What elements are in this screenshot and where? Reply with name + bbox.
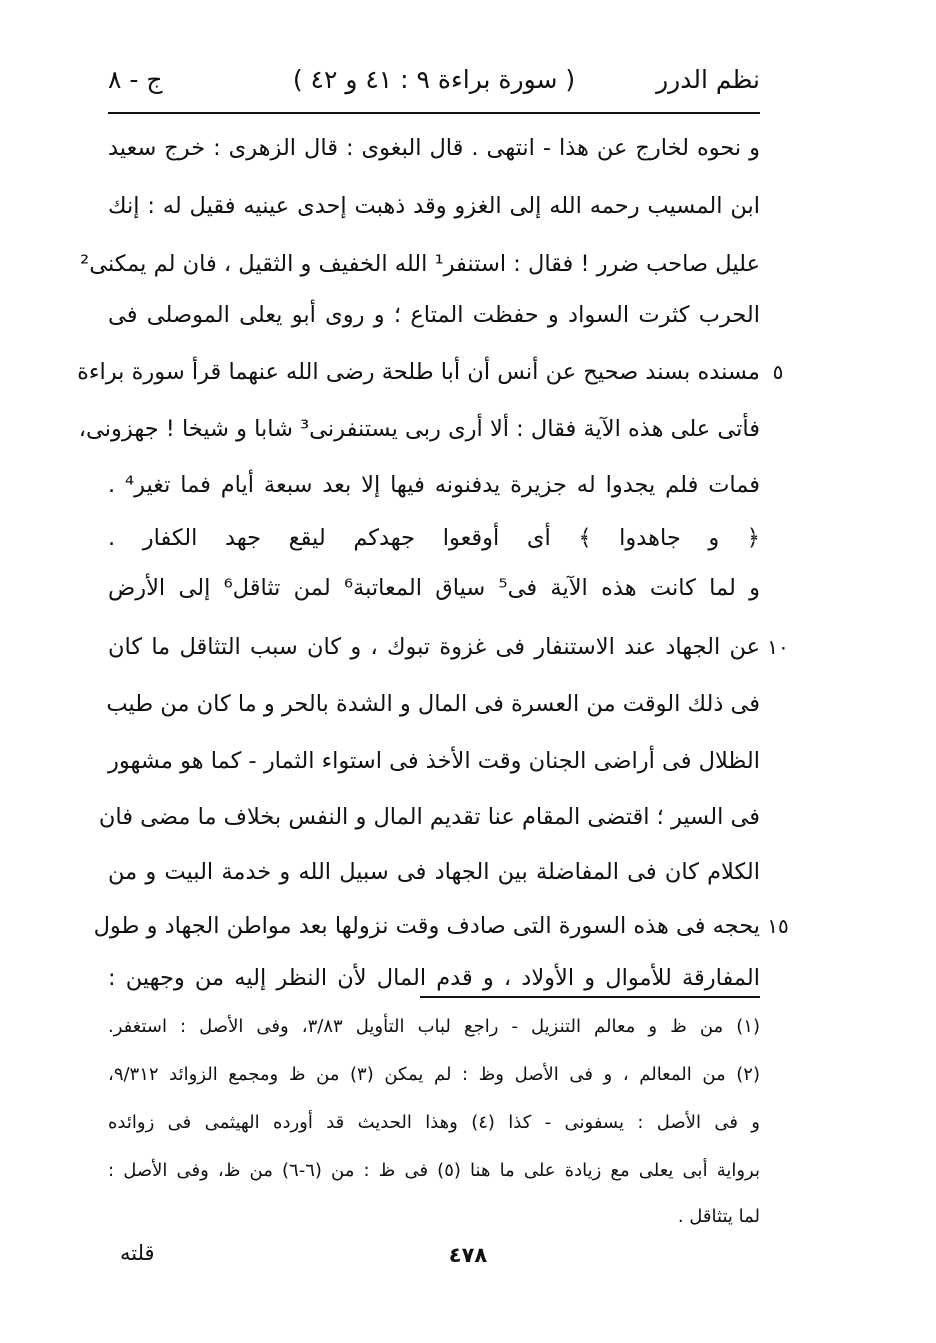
text-line: الحرب كثرت السواد و حفظت المتاع ؛ و روى أبو يعلى الموصلى فى: [108, 302, 760, 328]
text-line: فى ذلك الوقت من العسرة فى المال و الشدة بالحر و ما كان من طيب: [106, 691, 760, 717]
text-line: ابن المسيب رحمه الله إلى الغزو وقد ذهبت إحدى عينيه فقيل له : إنك: [108, 193, 760, 219]
line-number: ٥: [772, 360, 784, 384]
text-line: فى السير ؛ اقتضى المقام عنا تقديم المال و النفس بخلاف ما مضى فان: [98, 804, 760, 830]
text-line: عن الجهاد عند الاستنفار فى غزوة تبوك ، و كان سبب التثاقل ما كان: [108, 634, 760, 660]
text-line: عليل صاحب ضرر ! فقال : استنفر¹ الله الخفيف و الثقيل ، فان لم يمكنى²: [80, 251, 760, 277]
footnote-line: برواية أبى يعلى مع زيادة على ما هنا (٥) فى ظ : من (٦-٦) من ظ، وفى الأصل :: [108, 1160, 760, 1181]
text-line: فمات فلم يجدوا له جزيرة يدفنونه فيها إلا بعد سبعة أيام فما تغير⁴ .: [108, 472, 761, 498]
footnote-line: (١) من ظ و معالم التنزيل - راجع لباب التأويل ٣/٨٣، وفى الأصل : استغفر.: [108, 1016, 760, 1037]
footnote-rule: [420, 996, 760, 998]
footnote-line: (٢) من المعالم ، و فى الأصل وظ : لم يمكن (٣) من ظ ومجمع الزوائد ٩/٣١٢،: [108, 1064, 760, 1085]
text-line: و نحوه لخارج عن هذا - انتهى . قال البغوى : قال الزهرى : خرج سعيد: [108, 135, 760, 161]
line-number: ١٥: [767, 914, 789, 938]
footnote-line: لما يتثاقل .: [677, 1206, 760, 1227]
text-line: مسنده بسند صحيح عن أنس أن أبا طلحة رضى الله عنهما قرأ سورة براءة: [77, 359, 760, 385]
page-number: ٤٧٨: [448, 1243, 488, 1267]
text-line: الكلام كان فى المفاضلة بين الجهاد فى سبيل الله و خدمة البيت و من: [108, 859, 760, 885]
text-line: المفارقة للأموال و الأولاد ، و قدم المال لأن النظر إليه من وجهين :: [108, 965, 760, 991]
text-line: ﴿ و جاهدوا ﴾ أى أوقعوا جهدكم ليقع جهد الكفار .: [108, 525, 760, 551]
header-rule: [108, 112, 760, 114]
volume-number: ج - ٨: [108, 65, 163, 94]
running-header: [108, 62, 760, 102]
footnote-line: و فى الأصل : يسفونى - كذا (٤) وهذا الحديث قد أورده الهيثمى فى زوائده: [108, 1112, 760, 1133]
text-line: فأتى على هذه الآية فقال : ألا أرى ربى يستنفرنى³ شابا و شيخا ! جهزونى،: [78, 416, 760, 442]
book-title: نظم الدرر: [656, 65, 760, 94]
text-line: و لما كانت هذه الآية فى⁵ سياق المعاتبة⁶ لمن تثاقل⁶ إلى الأرض: [108, 575, 760, 601]
sura-reference: ( سورة براءة ٩ : ٤١ و ٤٢ ): [292, 65, 576, 94]
text-line: الظلال فى أراضى الجنان وقت الأخذ فى استواء الثمار - كما هو مشهور: [108, 748, 760, 774]
line-number: ١٠: [767, 635, 789, 659]
catchword: قلته: [120, 1241, 155, 1265]
text-line: يحجه فى هذه السورة التى صادف وقت نزولها بعد مواطن الجهاد و طول: [93, 913, 760, 939]
